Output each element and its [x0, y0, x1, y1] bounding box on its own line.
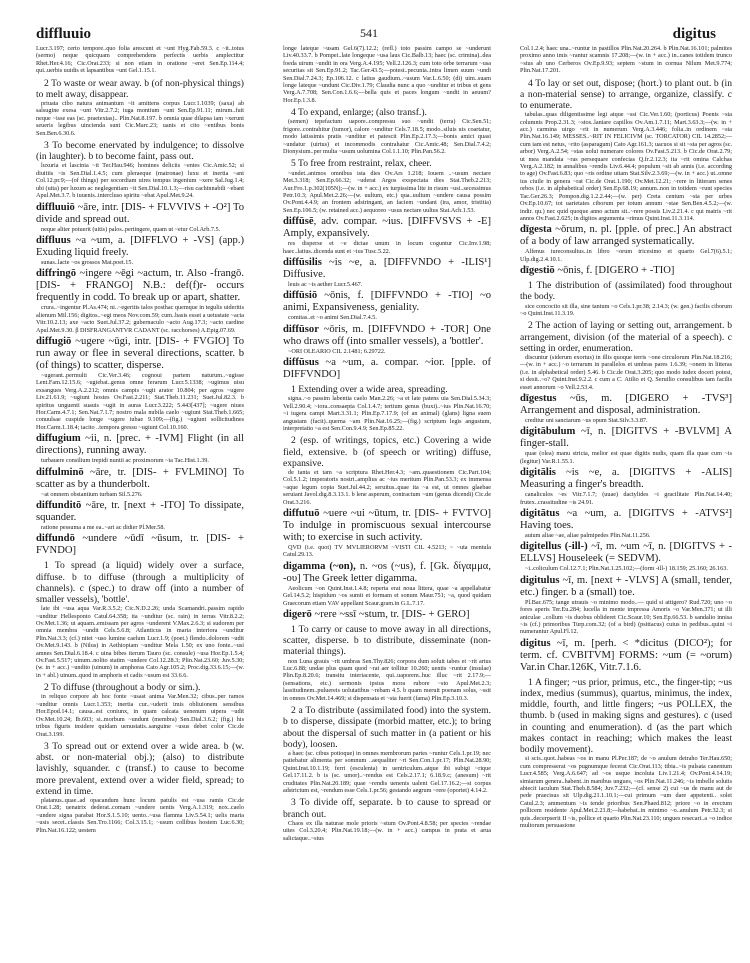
entry-definition: ~rere ~ssī ~stum, tr. [DIS- + GERO]	[311, 609, 470, 621]
entry-definition: ~a ~um, a. [DIFFLVO + -VS] (app.) Exuding liquid freely.	[36, 234, 244, 258]
citation-block: ~ugerant..permulti Cic.Ver.3.46; cognoui partem naturum..~ugisse Lent.Fam.12.15.6; ~ugiebat..genus omne ferarum Lucr.5.1338; ~ugimus uisu exsangues Verg.A.2.212; omnis campis ~ugit arator 10.804; per agros ~ugere Liv.21.61.9; ~ugiunt hostes Ov.Fast.2.211; Stat.Theb.11.231; Suet.Jul.82.3. b spiritus unguenti suauis ~ugit in auras Lucr.3.222; 5.443[437]; ~ugere niues Hor.Carm.4.7.1; Sen.Nat.7.1.7; nostro mala nubila caelo ~ugiunt Stat.Theb.1.665; conuulsae cuspide longe ~ugere iubae 9.109;—(fig.) ~ugiunt sollicitudines Hor.Carm.1.18.4; tacito ..tempora gressu ~ugiunt Col.10.160.	[36, 371, 244, 431]
dictionary-entry-headline	[36, 533, 244, 557]
headword: diffluus	[36, 234, 71, 246]
citation-block: in reliquo corpore ab hoc fonte ~usast anima Var.Men.32; cibus..per ramos ~unditur omnis Lucr.1.353; inertia cur..~uderit imis obliuionem sensibus Hor.Epod.14.1; causa..est coniunx, in quam calcata uenenum uipera ~udit Ov.Met.10.24; Ib.603; si..morbum ~undunt (membra) Sen.Dial.3.6.2; (fig.) his tribus figuris insidere quidam uenustatis..sanguine ~usus debet color Cic.de Orat.3.199.	[36, 693, 244, 738]
headword: diffluuiō	[36, 201, 75, 213]
dictionary-entry-headline	[520, 467, 732, 491]
entry-definition: ~undere ~ūdī ~ūsum, tr. [DIS- + FVNDO]	[36, 533, 244, 557]
entry-definition: ~is ~e, a. [DIGITVS + -ALIS] Measuring a finger's breadth.	[520, 467, 732, 491]
entry-definition: ~is ~e, a. [DIFFVNDO + -ILIS¹] Diffusive.	[283, 256, 491, 280]
dictionary-entry-headline	[520, 224, 732, 248]
citation-block: (semen) tepefactum uapore..compressu suo ~undit (terra) Cic.Sen.51; frigore..contrahitur (tumor), calore ~unditur Cels.7.18.5; modo..siluis uis coartatur, modo latissimis pratis ~unditur et patescit Plin.Ep.2.17.3;—bonis amici quasi ~undatur (uirtus) et incommodis contrahatur Cic.Amic.48; Sen.Dial.7.4.2; Dionysium..per multa ~usum uolumina Col.1.1.10; Plin.Pan.56.2.	[283, 118, 491, 156]
entry-definition: ~a ~um, a. [DIGITVS + -ATVS²] Having toes.	[520, 508, 732, 532]
dictionary-entry-headline	[283, 257, 491, 281]
dictionary-entry-headline	[283, 216, 491, 240]
headword: diffundō	[36, 533, 75, 545]
citation-block: de tanta et tam ~a scriptura Rhet.Her.4.3; ~am..quaestionem Cic.Part.104; Col.5.1.2; imperatoris nostri..amplius ac ~ius meritum Plin.Pan.53.3; ex immensa ~aque legum copia Suet.Jul.44.2; seruitus..quae ita ~a est, ut omnes glaebae seruiant Javol.dig.8.3.13.1. b lene asperum, contractum ~um (genus dicendi) Cic.de Orat.3.216.	[283, 469, 491, 506]
dictionary-entry-headline	[36, 500, 244, 524]
headword: dīgestus	[520, 393, 557, 404]
headword: digitulus	[520, 574, 560, 586]
citation-block: creditur uni sanctarum ~us opum Stat.Silv.3.3.87.	[525, 417, 648, 424]
dictionary-entry-headline	[36, 433, 244, 457]
sense-definition: 1 To spread (a liquid) widely over a surface, diffuse. b to diffuse (through a multiplicity of channels). c (spec.) to draw off (into a number of smaller vessels), 'bottle'.	[36, 560, 244, 606]
dictionary-entry-headline	[36, 336, 244, 372]
column-middle	[283, 45, 491, 844]
headword: digerō	[283, 609, 312, 621]
citation-block: Col.1.2.4; haec una..~runtur in pastillos Plin.Nat.20.264. b Plin.Nat.16.101; palmites proximo anno imis ~rantur scamnis 17.208;—(w. in + acc.) in..canes totidem trunco ~stus ab uno Cerberos Ov.Ep.9.93; septem ~stum in cornua Nilum Met.9.774; Plin.Nat.17.201.	[520, 45, 732, 75]
dictionary-entry-headline	[520, 638, 732, 674]
citation-block: signa..~o passim labentia caelo Man.2.26; ~a et late patens uia Sen.Dial.5.34.3; Vell.2.90.4; ~iora..consaepta Col.1.4.7; tertium genus (buxi)..~ius Plin.Nat.16.70; ~i iugera campi Mart.3.31.1; Plin.Ep.7.17.9; (of an animal) (glans) ligna suem angustam (facit)..querna ~am Plin.Nat.16.25;—(fig.) scriptum legis angustum, interpretatio ~a est Sen.Con.9.4.9; Sen.Ep.85.22.	[283, 395, 491, 432]
dictionary-entry-headline	[36, 467, 244, 491]
entry-definition: , adv. compar. ~ius. [DIFFVSVS + -E] Amply, expansively.	[283, 216, 491, 240]
headword: digitābulum	[520, 426, 576, 438]
entry-definition: n. ~os (~us), f. [Gk. δίγαμμα, -ου] The Greek letter digamma.	[283, 560, 491, 584]
dictionary-entry-headline	[283, 508, 491, 544]
citation-block: discuntur (siderum exortus) in illis quoque terris ~one circulorum Plin.Nat.18.216;—(w. in + acc.) ~o terrarum in parallelos et umbras pares 1.6.39; ~onem in litteras (i.e. in alphabetical order) 5.46. b Cic.de Orat.3.205; quo modo iudex doceri potest, si desit..~o? Quint.Inst.9.2.2. c cum a C. Atilio et Q. Seruilio consulibus tam facilis esset annorum ~o Vell.2.53.4.	[520, 353, 732, 391]
dictionary-entry-headline	[36, 202, 244, 226]
sense-definition: 4 To lay or set out, dispose; (hort.) to plant out. b (in a non-material sense) to arrange, organize, classify. c to enumerate.	[520, 77, 732, 112]
entry-definition: ~ōnis, f. [DIFFVNDO + -TIO] ~o animi, Expansiveness, geniality.	[283, 290, 491, 314]
headword: diffutuō	[283, 508, 320, 520]
headword: diffūsiō	[283, 290, 318, 302]
citation-block: neque aliter potuerit (uitis) palos..pertingere, quam ut ~etur Col.Arb.7.5.	[41, 225, 221, 233]
headword: diffūsilis	[283, 256, 322, 268]
column-right	[520, 45, 732, 831]
sense-definition: 1 Extending over a wide area, spreading.	[291, 384, 448, 396]
entry-definition: ~ūs, m. [DIGERO + -TVS³] Arrangement and disposal, administration.	[520, 393, 732, 416]
headword: diffugium	[36, 433, 81, 445]
citation-block: a haec (sc. cibus potioque) in omnes membrorum partes ~runtur Cels.1.pr.19; nec patiebatur alimenta per somnum ..aequaliter ~ri Sen.Con.1.pr.17; Plin.Nat.28.90; Quint.Inst.10.1.19; ferri (esculenta) in uentriculum..atque ibi subigi ~rique Gel.17.11.2. b is (sc. umor)..~rendus est Cels.2.17.1; 6.18.9.c; (anesum) ~rit cruditates Plin.Nat.20.189; quae ~rendis uenenis ualent Gel.17.16.2;—si corpus adstrictum est, ~rendum esse Cels.1.pr.56; gestando aegrum ~rere (oportet) 4.14.2.	[283, 749, 491, 794]
dictionary-entry-headline	[283, 609, 491, 621]
citation-block: ~ORI OLEARIO CIL 2.1481; 6.29722.	[288, 347, 386, 355]
headword: diffūsor	[283, 323, 319, 335]
sense-definition: 2 To waste or wear away. b (of non-physical things) to melt away, disappear.	[36, 77, 244, 100]
right-guideword: digitus	[672, 26, 716, 42]
dictionary-entry-headline	[520, 265, 732, 277]
citation-block: longe lateque ~usam Gel.6(7).12.2; (refl.) toto passim campo se ~underunt Liv.40.33.7. b Pompei..late longeque ~usa laus Cic.Balb.13; haec (sc. crimina)..dea foeda uirum ~undit in ora Verg.A.4.195; Vell.2.126.3; cum toto orbe terrarum ~usa securitas sit Sen.Ep.91.2; Tac.Ger.43.5;—potest..pecunia..intra limen suum ~undi Sen.Dial.7.24.3; Ep.106.12. c latius gaudium..~usum Var.L.6.50; (di) uim..suam longe lateque ~undunt Cic.Div.1.79; Claudia nunc a quo ~unditur et tribus et gens Verg.A.7.708; Sen.Con.1.6.6;—bella quis et paces longum ~undit in aeuum? Hor.Ep.1.3.8.	[283, 45, 491, 104]
citation-block: sunas..lacte ~os grossos Mat.poet.15.	[41, 258, 134, 266]
dictionary-entry-headline	[36, 268, 244, 304]
dictionary-entry-headline	[520, 541, 732, 565]
headword: digitellus (-ill-)	[520, 541, 588, 553]
page-number: 541	[360, 26, 378, 40]
headword: dīgestiō	[520, 265, 555, 277]
sense-definition: 2 The action of laying or setting out, arrangement. b arrangement, division (of the material of a speech). c setting in order, enumeration.	[520, 320, 732, 354]
citation-block: sice concoctio sit illa, sine tantum ~o Cels.1.pr.38; 2.14.3; (w. gen.) facilis ciborum ~o Quint.Inst.11.3.19.	[520, 302, 732, 317]
headword: diffulminō	[36, 466, 84, 478]
citation-block: si scis..quot..habeas ~os in manu Pl.Per.187; de ~o anulum detraho Ter.Hau.650; cum compresserat ~os pugnumque fecerat Cic.Orat.113; tibia..~is pulsata canentum Lucr.4.585; Verg.A.6.647; ad ~os usque incoluta Liv.1.21.4; Ov.Pont.4.14.19; simiarum genera..habent..in manibus ungues, ~os Plin.Nat.11.246; ~is imbelle solutis abiecit iaculum Stat.Theb.8.584; Juv.7.232;—(cf. sense 2) cui ~us de manu aut de pede praecisus sit Ulp.dig.21.1.10.1;—cui primum ~um dare appetenti.. solet Catul.2.3; ammentum ~is tende prioribus Sen.Phaed.812; priore ~o in erectum pollicem residente Apul.Met.2.21.8;—habebat..in minimo ~o..anulum Petr.32.3; si quis..decerpserit II ~is, pollice et quarto Plin.Nat.23.110; ungues resecari..a ~o indice multorum persuasione	[520, 755, 732, 829]
citation-block: priuata cibo natura animantum ~it amittens corpus Lucr.1.1039; (saxa) ab salsugine exesa ~unt Vitr.2.7.2; iuga montium ~unt Sen.Ep.91.11; mirum..fuit neque ~isse eas (sc. praetextas).. Plin.Nat.8.197. b omnia quae dilapsa iam ~xerunt seueris legibus uincienda sunt Cic.Marc.23; uanis et cito ~entibus bonis Sen.Ben.6.30.6.	[36, 100, 244, 137]
dictionary-entry-headline	[520, 426, 732, 450]
sense-definition: 3 To spread out or extend over a wide area. b (w. abst. or non-material obj.); (also) to distribute lavishly, squander. c (transf.) to cause to become more prevalent, extend over a wider field, spread; to extend in time.	[36, 740, 244, 797]
citation-block: ratione pessuma a me ea..~ari ac didier Pl.Mer.58.	[41, 524, 165, 531]
citation-block: late ibi ~usa aqua Var.R.3.5.2; Cic.N.D.2.26; unda Scamandri..passim rapido ~unditur Hellesponto Catul.64.358; ita ~unditur (sc. rain) in terras Vitr.8.2.2; Ov.Met.1.36; ut aquam..emissam per agros ~underent V.Max.2.6.3; si sudorem per omnia membra ~undit Cels.5.6.8; Atlanticus in maria interiora ~unditur Plin.Nat.3.3; (cf.) nitet ~uso lumine caelum Lucr.1.9; (poet.) flendo..dolorem ~udit Ov.Met.9.143. b (Nilus) in Aethiopiam ~unditur Mela 1.50; ex uno fonte..~usi amnes Sen.Dial.6.18.4. c uina bibes iterum Tauro (sc. consule) ~usa Hor.Ep.1.5.4; Ov.Fast.5.517; uinum..nolito statim ~undere Col.12.28.3; Plin.Nat.23.60; Juv.5.30; (w. in + acc.) ~undito (uinum) in amphoras Cato Agr.105.2; Proc.dig.33.6.15;—(w. in + abl.) uinum..quod in amphoris et cadis ~usum est 33.6.6.	[36, 605, 244, 679]
headword: diffringō	[36, 268, 77, 280]
entry-definition: ~ī, m. [next + -VLVS] A (small, tender, etc.) finger. b a (small) toe.	[520, 574, 732, 598]
sense-definition: 1 The distribution of (assimilated) food throughout the body.	[520, 280, 732, 303]
headword: digitātus	[520, 508, 560, 520]
citation-block: crura..~ingentur Pl.As.474; ni..~egeritis talos posthac quemque in tegulis uideritis alienum Mil.156; digitos..~egi meos Nov.com.59; cum..basis esset a uetustate ~acta Vitr.10.2.13; axe ~acto Suet.Jul.37.2; gubernaculo ~acto Aug.17.3; ~acto cardine Apul.Met.9.30. β DISFRANGANTVR CADANT (sc. racchorses) A.Epig.07.69.	[36, 304, 244, 334]
dictionary-entry-headline	[520, 575, 732, 599]
sense-definition: 1 A finger; ~us prior, primus, etc., the finger-tip; ~us index, medius (summus), quartus, minimus, the index, middle, fourth, and little fingers; ~us POLLEX, the thumb. b (used in making signs and gestures). c (used in counting and enumeration). d (as the part which makes contact in reaching; which makes the least bodily movement).	[520, 676, 732, 756]
entry-definition: ~ōris, m. [DIFFVNDO + -TOR] One who draws off (into smaller vessels), a 'bottler'.	[283, 323, 491, 347]
entry-definition: ~ii, n. [prec. + -IVM] Flight (in all directions), running away.	[36, 433, 244, 457]
dictionary-entry-headline	[283, 324, 491, 348]
headword: diffugiō	[36, 335, 72, 347]
citation-block: quae (olea) manu stricta, melior est quae digitis nudis, quam illa quae cum ~is (legitur) Var.R.1.55.1.	[520, 450, 732, 465]
citation-block: canaliculos ~es Vitr.7.1.7; (uuae) dactylides ~i gracilitate Plin.Nat.14.40; frutex..crassitudine ~is 24.91.	[520, 491, 732, 506]
citation-block: auium aliae ~ae, aliae palmipedes Plin.Nat.11.256.	[525, 532, 651, 540]
sense-definition: 5 To free from restraint, relax, cheer.	[291, 158, 432, 170]
citation-block: luxuria et lascinia ~it Ter.Hau.946; homines deliciis ~entes Cic.Amic.52; si diuitiis ~is Sen.Dial.1.4.5; cum pleraeque (matronae) luxu et inertia ~ant Col.12.pr.9;—(of things) per socordiam uires tempus ingenium ~xere Sal.Jug.1.4; ubi (uita) per luxum ac neglegentiam ~it Sen.Dial.10.1.3;—risu cachinnabili ~ebant Apul.Met.3.7. b iuuenis..intercluso spiritu ~ebat Apul.Met.9.24.	[36, 162, 244, 200]
headword: diffūsus	[283, 357, 319, 369]
entry-definition: ~āre, intr. [DIS- + FLVVIVS + -O²] To divide and spread out.	[36, 201, 244, 225]
citation-block: comitas..et ~o animi Sen.Dial.7.4.5.	[288, 314, 377, 322]
citation-block: Alfenus iureconsultus..in libro ~orum tricesimo et quarto Gel.7(6).5.1; Ulp.dig.2.4.10.1.	[520, 248, 732, 263]
headword: digitus	[520, 637, 551, 649]
dictionary-entry-headline	[283, 357, 491, 381]
sense-definition: 2 To diffuse (throughout a body or sim.).	[44, 682, 201, 694]
sense-definition: 4 To expand, enlarge; (also transf.).	[291, 107, 427, 119]
entry-definition: ~a ~um, a. compar. ~ior. [pple. of DIFFVNDO]	[283, 357, 491, 381]
sense-definition: 2 a To distribute (assimilated food) into the system. b to disperse, dissipate (morbid matter, etc.); to bring about the dispersal of such matter in (a patient or his body), loosen.	[283, 705, 491, 750]
entry-definition: ~āre, tr. [next + -ITO] To dissipate, squander.	[36, 500, 244, 523]
citation-block: tabulas..quas diligentissime legi atque ~ssi Cic.Ver.1.60; (porticus) Poenis ~sta columnis Prop.2.31.3; ~stos..laniare capillos Ov.Am.1.7.11; Mart.3.63.3;—(w. in + acc.) carmina uirgo ~rit in numerum Verg.A.3.446; folia..in ordinem ~sta Plin.Nat.16.149; MESSES..~RIT IN FELICIVM (sc. TORCATOR) CIL 14.2852;—cum iam est netus, ~rito (asparagum) Cato Agr.161.3; uacuos si sit ~sta per agros (sc. arbor) Verg.A.2.54; ~stas uolui numerare colores Ov.Fast.5.213. b Cic.de Orat.2.79; ut mea mandata ~ras persequare confecias Q.fr.2.12.3; ita ~rit omina Calchas Verg.A.2.182; in annalibus ~rendis Liv.6.44.4; populum ~sit ab annis (i.e. according to age) Ov.Fast.6.83; quo ~ris ordine uitam Stat.Silv.2.3.69;—(w. in + acc.) ut..omne ius ciuile in genera ~rat Cic.de Orat.1.190; Ov.Met.12.21; ~rere in litteram senes orbos (i.e. in alphabetical order) Sen.Ep.68.19; annum..non in totidem ~runt species Tac.Ger.26.3; Pompon.dig.1.2.2.44;—(w. per) Creta centum ~sta per urbes Ov.Ep.10.67; tot uarietates ciborum per totum annum ~stae Sen.Ben.4.5.2;—(w. indir. qu.) nec quid quoque anno actum sit..~rere possis Liv.2.21.4. c qui matris ~rit annos Ov.Fast.2.625; in digitos argumenta ~rimus Quint.Inst.11.3.114.	[520, 111, 732, 222]
sense-definition: 2 (esp. of writings, topics, etc.) Covering a wide field, extensive. b (of speech or writing) diffuse, expansive.	[283, 435, 491, 469]
citation-block: Lucr.3.197; certo tempore..quo folia arescunt et ~unt Hyg.Fab.59.3. c ~it..totus (sermo) neque quicquam comprehendens perfectis uerbis amplectitur Rhet.Her.4.16; Cic.Orat.233; si non etiam in oratione ~eret Sen.Ep.114.4; qui..uerbis uuidis et lapsantibus ~unt Gel.1.15.1.	[36, 45, 244, 75]
entry-definition: ~ī, n. [DIGITVS + -BVLVM] A finger-stall.	[520, 426, 732, 450]
dictionary-entry-headline	[520, 508, 732, 532]
citation-block: turbauere consilium trepidi nuntii ac proximorum ~ia Tac.Hist.1.39.	[41, 457, 209, 465]
dictionary-entry-headline	[520, 393, 732, 417]
entry-definition: ~ugere ~ūgi, intr. [DIS- + FVGIO] To run away or flee in several directions, scatter. b (of things) to scatter, disperse.	[36, 335, 244, 371]
headword: dīgesta	[520, 224, 552, 236]
entry-definition: ~ōnis, f. [DIGERO + -TIO]	[554, 265, 675, 277]
citation-block: ~undet..animos omnibus ista dies Ov.Ars 1.218; Iouem ..~usum nectare Met.3.318; Sen.Ep.66.32; ~uderat Argos exspectata dies Stat.Theb.2.213; Aur.Fro.1.p.302(105N);—(w. in + acc.) ex turpissima lite in risum ~usi..secessimus Petr.10.3; Apul.Met.2.26;—(w. uultum, etc.) qua..uultum ~undere causa possim Ov.Pont.4.4.9; an frontem adstringant, an faciem ~undant (ira, amor, tristitia) Sen.Ep.106.5; (w. retained acc.) aequoreo ~usus nectare uultus Stat.Ach.1.53.	[283, 169, 491, 214]
entry-definition: ~ōrum, n. pl. [pple. of prec.] An abstract of a body of law arranged systematically.	[520, 224, 732, 248]
headword: diffūsē	[283, 216, 314, 228]
entry-definition: ~ī, m. [perh. < *dicitus (DICO²); for term. cf. CVBITVM] FORMS: ~um (= ~orum) Var.in Char.126K, Vitr.7.1.6.	[520, 637, 732, 673]
sense-definition: 3 To become enervated by indulgence; to dissolve (in laughter). b to become faint, pass out.	[36, 140, 244, 163]
citation-block: res disperse et ~e dictae unum in locum coguntur Cic.Inv.1.98; haec..latius..dicenda sunt et ~ius Tusc.5.22.	[283, 240, 491, 255]
headword: diffunditō	[36, 500, 82, 511]
entry-definition: ~āre, tr. [DIS- + FVLMINO] To scatter as by a thunderbolt.	[36, 466, 244, 490]
left-guideword: diffluuio	[36, 26, 92, 42]
dictionary-entry-headline	[283, 290, 491, 314]
dictionary-entry-headline	[36, 235, 244, 259]
sense-definition: 1 To carry or cause to move away in all directions, scatter, disperse. b to distribute, disseminate (non-material things).	[283, 624, 491, 658]
citation-block: platanus..quae..ad opacandum hunc locum patulis est ~usa ramis Cic.de Orat.1.28; uenatrix dederat..comam ~undere uentis Verg.A.1.319; nox..caelo ~undere signa parabat Hor.S.1.5.10; uento..~usa flamma Liv.5.54.1; uelis maria ~usis secet..classis Sen.Tro.1166; Col.3.15.1; ~usum collibus hostem Luc.6.30; Plin.Nat.16.122; uestem	[36, 796, 244, 834]
entry-definition: ~uere ~ui ~ūtum, tr. [DIS- + FVTVO] To indulge in promiscuous sexual intercourse with; to exercise in such activity.	[283, 508, 491, 544]
citation-block: non Luna grauis ~rit umbras Sen.Thy.826; corpora dum soluit tabes et ~rit artus Luc.6.88; undae plus quam quod ~rat aer tollitur 10.260; uentis ~runtur (insulae) Plin.Ep.8.20.6; transitu interiacente, qui..uaporem..huc illuc ~rit 2.17.9;—(sensations, etc.) sermonis ipsius mora rubore ~sto Apul.Met.2.3; lassitudinem..puluereis uolutatibus ~rebam 4.5. b quam meruit poenam solus, ~ssit in omnes Ov.Met.14.469; si dispensata et ~sta fuerit (fama) Plin.Ep.3.10.3.	[283, 657, 491, 702]
citation-block: ~i..coliculum Col.12.7.1; Plin.Nat.1.25.102;—(form -ill-) 18.159; 25.160; 26.163.	[525, 565, 728, 573]
headword: digamma (~on),	[283, 560, 356, 572]
entry-definition: ~ingere ~ēgi ~actum, tr. Also -frangō. [DIS- + FRANGO] N.B.: def(f)r- occurs frequently in codd. To break up or apart, shatter.	[36, 268, 244, 304]
citation-block: Pl.Bac.675; tange utrauis ~o minimo modo..— quid si attigero? Rud.720; uno ~o fores aperis Ter.Eu.284; lucella in mente impressa Amoris ~o Var.Men.371; ut illi aniculae ..collum ~is duobus oblideret Cic.Scaur.10; Sen.Ep.66.53. b sandalio innisa ~is (cf.) primoribus Turp.com.32; (of a bird) (psittacus) cuius in pedibus..quini ~i numerantur Apul.Fl.12.	[520, 598, 732, 636]
headword: digitālis	[520, 467, 556, 479]
sense-definition: 3 To divide off, separate. b to cause to spread or branch out.	[283, 797, 491, 820]
column-left	[36, 45, 244, 836]
dictionary-entry-headline	[283, 561, 491, 585]
citation-block: leuis ac ~is aether Lucr.5.467.	[288, 280, 363, 288]
citation-block: Chaos ex illa naturae mole prioris ~stum Ov.Pont.4.8.58; per species ~rendae uites Col.3.20.4; Plin.Nat.19.18;—(w. in + acc.) campus in prata et arua salictaque..~stus	[283, 819, 491, 842]
citation-block: QVD (i.e. quot) TV MVLIERORVM ~VISTI CIL 4.5213; ~ ~uta mentula Catul.29.13.	[283, 544, 491, 559]
citation-block: ~at omnem obstantium turbam Sil.5.276.	[41, 490, 143, 498]
citation-block: Aeolicum ~on Quint.Inst.1.4.8; reperta erat noua littera, quae ~a appellabatur Gel.14.5.2; hispidum ~os sumit et formam et sonum Maur.751; ~a, quod quidam Graecorum etiam VAV appellant Scaur.gram.in G.L.7.17.	[283, 584, 491, 607]
entry-definition: ~ī, m. ~um ~ī, n. [DIGITVS + -ELLVS] Houseleek (= SEDVM).	[520, 541, 732, 565]
